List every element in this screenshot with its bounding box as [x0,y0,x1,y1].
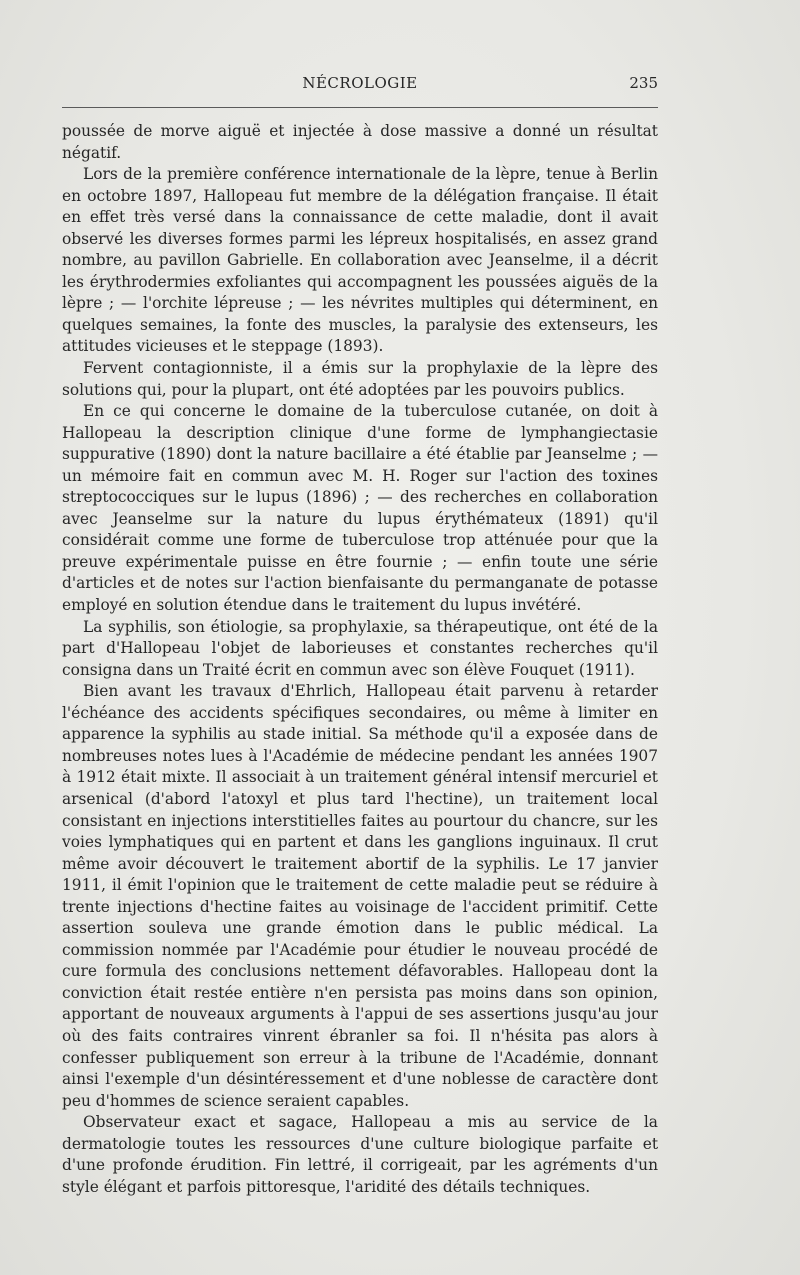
article-body [62,121,658,1198]
paragraph-conclusion: Observateur exact et sagace, Hallopeau a mis au service de la dermatologie toutes les ressources d'une culture biologique parfaite et d'une profonde érudition. Fin lettré, il corrigeait, par les agréments d'un style élégant et parfois pittoresque, l'aridité des détails techniques. [62,1113,658,1196]
paragraph-syphilis: La syphilis, son étiologie, sa prophylaxie, sa thérapeutique, ont été de la part d'Hallopeau l'objet de laborieuses et constantes recherches qu'il consigna dans un Traité écrit en commun avec son élève Fouquet (1911). [62,617,658,679]
page-number: 235 [629,74,658,92]
running-title: NÉCROLOGIE [302,74,418,92]
paragraph-traitement: Bien avant les travaux d'Ehrlich, Hallopeau était parvenu à retarder l'échéance des accidents spécifiques secondaires, ou même à limiter en apparence la syphilis au stade initial. Sa méthode qu'il a exposée dans de nombreuses notes lues à l'Académie de médecine pendant les années 1907 à 1912 était mixte. Il associait à un traitement général intensif mercuriel et arsenical (d'abord l'atoxyl et plus tard l'hectine), un traitement local consistant en injections interstitielles faites au pourtour du chancre, sur les voies lymphatiques qui en partent et dans les ganglions inguinaux. Il crut même avoir découvert le traitement abortif de la syphilis. Le 17 janvier 1911, il émit l'opinion que le traitement de cette maladie peut se réduire à trente injections d'hectine faites au voisinage de l'accident primitif. Cette assertion souleva une grande émotion dans le public médical. La commission nommée par l'Académie pour étudier le nouveau procédé de cure formula des conclusions nettement défavorables. Hallopeau dont la conviction était restée entière n'en persista pas moins dans son opinion, apportant de nouveaux arguments à l'appui de ses assertions jusqu'au jour où des faits contraires vinrent ébranler sa foi. Il n'hésita pas alors à confesser publiquement son erreur à la tribune de l'Académie, donnant ainsi l'exemple d'un désintéressement et d'une noblesse de caractère dont peu d'hommes de science seraient capables. [62,682,658,1110]
paragraph-lepre: Lors de la première conférence internationale de la lèpre, tenue à Berlin en octobre 1897, Hallopeau fut membre de la délégation française. Il était en effet très versé dans la connaissance de cette maladie, dont il avait observé les diverses formes parmi les lépreux hospitalisés, en assez grand nombre, au pavillon Gabrielle. En collaboration avec Jeanselme, il a décrit les érythrodermies exfoliantes qui accompagnent les poussées aiguës de la lèpre ; — l'orchite lépreuse ; — les névrites multiples qui déterminent, en quelques semaines, la fonte des muscles, la paralysie des extenseurs, les attitudes vicieuses et le steppage (1893). [62,165,658,356]
paragraph-continued: poussée de morve aiguë et injectée à dose massive a donné un résultat négatif. [62,122,658,162]
paragraph-prophylaxie: Fervent contagionniste, il a émis sur la prophylaxie de la lèpre des solutions qui, pour la plupart, ont été adoptées par les pouvoirs publics. [62,359,658,399]
header-rule [62,107,658,108]
page-header [62,74,658,94]
paragraph-tuberculose: En ce qui concerne le domaine de la tuberculose cutanée, on doit à Hallopeau la description clinique d'une forme de lymphangiectasie suppurative (1890) dont la nature bacillaire a été établie par Jeanselme ; — un mémoire fait en commun avec M. H. Roger sur l'action des toxines streptococciques sur le lupus (1896) ; — des recherches en collaboration avec Jeanselme sur la nature du lupus érythémateux (1891) qu'il considérait comme une forme de tuberculose trop atténuée pour que la preuve expérimentale puisse en être fournie ; — enfin toute une série d'articles et de notes sur l'action bienfaisante du permanganate de potasse employé en solution étendue dans le traitement du lupus invétéré. [62,402,658,615]
